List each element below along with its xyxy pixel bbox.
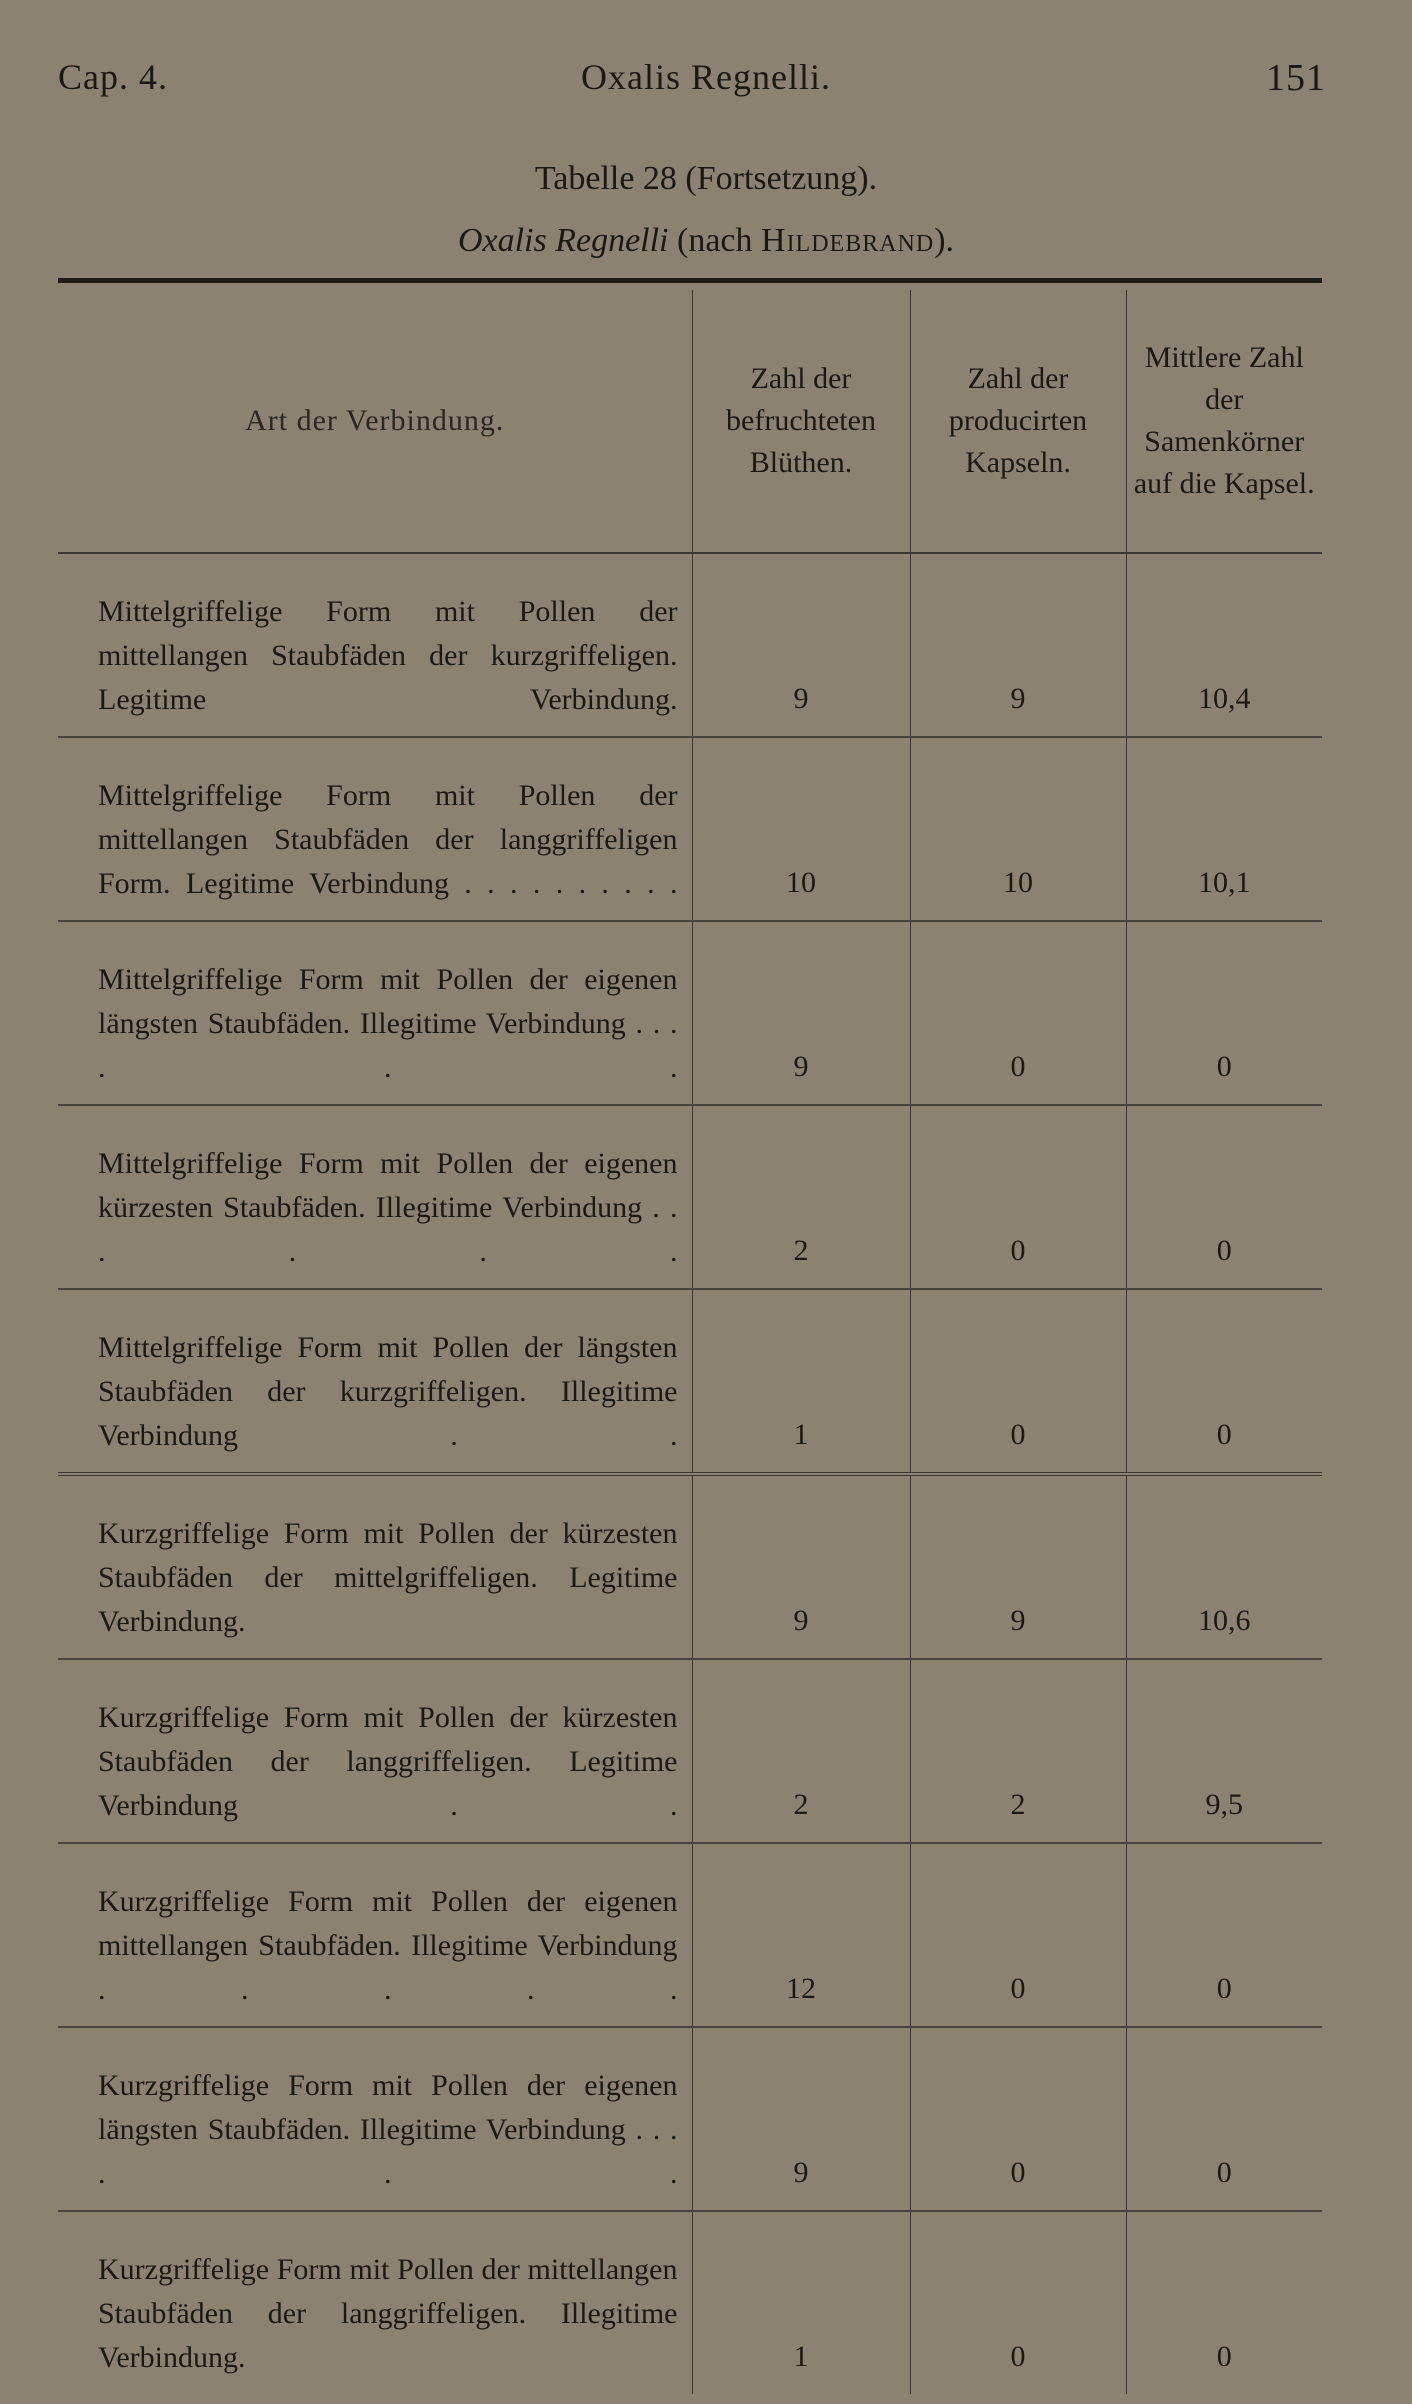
chapter-label: Cap. 4. xyxy=(58,57,168,97)
header-row xyxy=(58,290,1322,553)
capsules-count: 9 xyxy=(910,1474,1126,1659)
cross-description: Kurzgriffelige Form mit Pollen der kürzesten Staubfäden der langgriffeligen. Legitime Verbindung . . xyxy=(58,1659,692,1843)
seeds-mean: 0 xyxy=(1126,921,1322,1105)
capsules-count: 0 xyxy=(910,2027,1126,2211)
cross-description: Mittelgriffelige Form mit Pollen der eigenen längsten Staubfäden. Illegitime Verbindung . . . . . . xyxy=(58,921,692,1105)
crossing-table xyxy=(58,290,1322,2394)
cross-description: Mittelgriffelige Form mit Pollen der mittellangen Staubfäden der kurzgriffeligen. Legitime Verbindung. xyxy=(58,553,692,737)
flowers-count: 2 xyxy=(692,1659,910,1843)
flowers-count: 10 xyxy=(692,737,910,921)
seeds-mean: 10,4 xyxy=(1126,553,1322,737)
top-rule xyxy=(58,278,1322,283)
column-header: Mittlere Zahl der Samenkörner auf die Kapsel. xyxy=(1126,290,1322,553)
capsules-count: 0 xyxy=(910,1843,1126,2027)
flowers-count: 1 xyxy=(692,2211,910,2394)
flowers-count: 12 xyxy=(692,1843,910,2027)
capsules-count: 2 xyxy=(910,1659,1126,1843)
table-row xyxy=(58,1105,1322,1289)
page-number: 151 xyxy=(1266,57,1326,99)
table-row xyxy=(58,1659,1322,1843)
cross-description: Kurzgriffelige Form mit Pollen der eigenen längsten Staubfäden. Illegitime Verbindung . . . . . . xyxy=(58,2027,692,2211)
flowers-count: 9 xyxy=(692,2027,910,2211)
column-header: Zahl der producirten Kapseln. xyxy=(910,290,1126,553)
cross-description: Mittelgriffelige Form mit Pollen der längsten Staubfäden der kurzgriffeligen. Illegitime Verbindung . . xyxy=(58,1289,692,1474)
table-subtitle xyxy=(0,222,1412,260)
flowers-count: 9 xyxy=(692,553,910,737)
table-title: Tabelle 28 (Fortsetzung). xyxy=(534,160,878,197)
column-header: Art der Verbindung. xyxy=(58,290,692,553)
capsules-count: 10 xyxy=(910,737,1126,921)
table-row xyxy=(58,1843,1322,2027)
subtitle-prefix: (nach xyxy=(668,222,762,259)
flowers-count: 1 xyxy=(692,1289,910,1474)
column-header: Zahl der befruchteten Blüthen. xyxy=(692,290,910,553)
seeds-mean: 0 xyxy=(1126,2027,1322,2211)
cross-description: Kurzgriffelige Form mit Pollen der eigenen mittellangen Staubfäden. Illegitime Verbindung . . . . . xyxy=(58,1843,692,2027)
capsules-count: 9 xyxy=(910,553,1126,737)
cross-description: Mittelgriffelige Form mit Pollen der mittellangen Staubfäden der langgriffeligen Form. Legitime Verbindung . . . . . . . . . . xyxy=(58,737,692,921)
seeds-mean: 0 xyxy=(1126,2211,1322,2394)
seeds-mean: 0 xyxy=(1126,1105,1322,1289)
author-name: Hildebrand xyxy=(761,222,935,259)
seeds-mean: 9,5 xyxy=(1126,1659,1322,1843)
table-row xyxy=(58,921,1322,1105)
table-row xyxy=(58,2027,1322,2211)
subtitle-suffix: ). xyxy=(934,222,955,259)
seeds-mean: 0 xyxy=(1126,1843,1322,2027)
running-title: Oxalis Regnelli. xyxy=(581,57,831,97)
cross-description: Mittelgriffelige Form mit Pollen der eigenen kürzesten Staubfäden. Illegitime Verbindung . . . . . . xyxy=(58,1105,692,1289)
species-name: Oxalis Regnelli xyxy=(457,222,669,259)
flowers-count: 9 xyxy=(692,1474,910,1659)
flowers-count: 2 xyxy=(692,1105,910,1289)
table-row xyxy=(58,553,1322,737)
capsules-count: 0 xyxy=(910,2211,1126,2394)
cross-description: Kurzgriffelige Form mit Pollen der mittellangen Staubfäden der langgriffeligen. Illegitime Verbindung. xyxy=(98,2253,678,2374)
seeds-mean: 10,1 xyxy=(1126,737,1322,921)
cross-description: Kurzgriffelige Form mit Pollen der kürzesten Staubfäden der mittelgriffeligen. Legitime Verbindung. xyxy=(58,1474,692,1659)
capsules-count: 0 xyxy=(910,1105,1126,1289)
seeds-mean: 10,6 xyxy=(1126,1474,1322,1659)
table-row xyxy=(58,1474,1322,1659)
table-row xyxy=(58,1289,1322,1474)
capsules-count: 0 xyxy=(910,921,1126,1105)
capsules-count: 0 xyxy=(910,1289,1126,1474)
table-row xyxy=(58,737,1322,921)
flowers-count: 9 xyxy=(692,921,910,1105)
seeds-mean: 0 xyxy=(1126,1289,1322,1474)
table-row xyxy=(58,2211,1322,2394)
